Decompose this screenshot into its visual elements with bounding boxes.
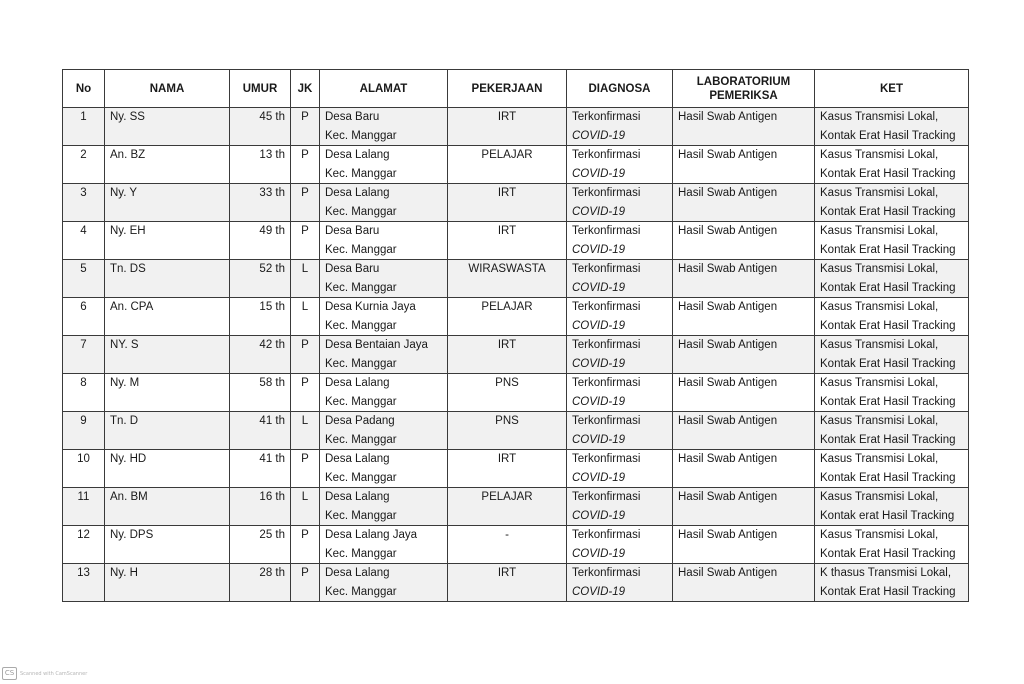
table-row — [63, 374, 969, 412]
cell-alamat — [320, 184, 448, 222]
cell-diagnosa-line1: Terkonfirmasi — [572, 301, 641, 313]
cell-ket-line2: Kontak Erat Hasil Tracking — [820, 547, 956, 560]
cell-pekerjaan: PELAJAR — [448, 146, 567, 184]
header-no: No — [63, 70, 105, 108]
cell-diagnosa-line1: Terkonfirmasi — [572, 225, 641, 237]
cell-jk: P — [291, 336, 320, 374]
cell-no: 6 — [63, 298, 105, 336]
cell-ket-line2: Kontak Erat Hasil Tracking — [820, 129, 956, 142]
cell-alamat-line2: Kec. Manggar — [325, 395, 397, 408]
cell-alamat-line2: Kec. Manggar — [325, 281, 397, 294]
header-diagnosa: DIAGNOSA — [567, 70, 673, 108]
cell-diagnosa-line2: COVID-19 — [572, 471, 626, 484]
cell-nama: NY. S — [105, 336, 230, 374]
cell-ket-line1: Kasus Transmisi Lokal, — [820, 187, 939, 199]
cell-diagnosa — [567, 526, 673, 564]
cell-alamat-line2: Kec. Manggar — [325, 243, 397, 256]
cell-pekerjaan: IRT — [448, 108, 567, 146]
cell-alamat — [320, 564, 448, 602]
cell-laboratorium: Hasil Swab Antigen — [673, 260, 815, 298]
cell-diagnosa — [567, 488, 673, 526]
cell-jk: P — [291, 374, 320, 412]
cell-no: 7 — [63, 336, 105, 374]
cell-laboratorium: Hasil Swab Antigen — [673, 526, 815, 564]
camscanner-text: Scanned with CamScanner — [20, 670, 88, 677]
cell-laboratorium: Hasil Swab Antigen — [673, 450, 815, 488]
cell-umur: 45 th — [230, 108, 291, 146]
header-lab-line2: PEMERIKSA — [709, 89, 778, 102]
camscanner-watermark — [2, 667, 87, 680]
cell-nama: Ny. SS — [105, 108, 230, 146]
cell-alamat-line1: Desa Lalang — [325, 491, 390, 503]
camscanner-logo-icon: CS — [2, 667, 17, 680]
cell-umur: 28 th — [230, 564, 291, 602]
cell-alamat — [320, 336, 448, 374]
cell-umur: 13 th — [230, 146, 291, 184]
cell-diagnosa — [567, 108, 673, 146]
cell-diagnosa-line1: Terkonfirmasi — [572, 111, 641, 123]
cell-no: 13 — [63, 564, 105, 602]
cell-diagnosa — [567, 146, 673, 184]
cell-umur: 33 th — [230, 184, 291, 222]
cell-ket — [815, 412, 969, 450]
cell-alamat-line1: Desa Baru — [325, 111, 380, 123]
cell-diagnosa-line1: Terkonfirmasi — [572, 415, 641, 427]
cell-jk: P — [291, 526, 320, 564]
cell-umur: 52 th — [230, 260, 291, 298]
cell-no: 5 — [63, 260, 105, 298]
cell-umur: 16 th — [230, 488, 291, 526]
cell-pekerjaan: IRT — [448, 222, 567, 260]
cell-ket-line1: Kasus Transmisi Lokal, — [820, 225, 939, 237]
cell-ket — [815, 222, 969, 260]
cell-diagnosa-line1: Terkonfirmasi — [572, 453, 641, 465]
cell-alamat — [320, 298, 448, 336]
cell-laboratorium: Hasil Swab Antigen — [673, 488, 815, 526]
cell-alamat-line2: Kec. Manggar — [325, 167, 397, 180]
cell-pekerjaan: PNS — [448, 412, 567, 450]
cell-ket-line2: Kontak Erat Hasil Tracking — [820, 471, 956, 484]
cell-ket-line1: Kasus Transmisi Lokal, — [820, 377, 939, 389]
cell-nama: An. BZ — [105, 146, 230, 184]
cell-alamat-line1: Desa Bentaian Jaya — [325, 339, 428, 351]
cell-laboratorium: Hasil Swab Antigen — [673, 298, 815, 336]
cell-alamat-line1: Desa Lalang — [325, 187, 390, 199]
table-row — [63, 526, 969, 564]
cell-alamat-line1: Desa Kurnia Jaya — [325, 301, 416, 313]
cell-laboratorium: Hasil Swab Antigen — [673, 146, 815, 184]
cell-alamat — [320, 412, 448, 450]
cell-diagnosa-line2: COVID-19 — [572, 129, 626, 142]
cell-ket — [815, 488, 969, 526]
cell-pekerjaan: IRT — [448, 564, 567, 602]
cell-alamat-line1: Desa Padang — [325, 415, 395, 427]
table-row — [63, 184, 969, 222]
cell-nama: Ny. H — [105, 564, 230, 602]
cell-diagnosa — [567, 450, 673, 488]
cell-alamat — [320, 222, 448, 260]
cell-alamat-line1: Desa Lalang — [325, 453, 390, 465]
cell-diagnosa — [567, 374, 673, 412]
cell-laboratorium: Hasil Swab Antigen — [673, 108, 815, 146]
cell-nama: Tn. DS — [105, 260, 230, 298]
cell-diagnosa — [567, 260, 673, 298]
cell-ket-line2: Kontak Erat Hasil Tracking — [820, 357, 956, 370]
cell-diagnosa-line2: COVID-19 — [572, 281, 626, 294]
header-pekerjaan: PEKERJAAN — [448, 70, 567, 108]
cell-nama: An. CPA — [105, 298, 230, 336]
cell-umur: 25 th — [230, 526, 291, 564]
cell-umur: 42 th — [230, 336, 291, 374]
cell-umur: 58 th — [230, 374, 291, 412]
cell-alamat-line1: Desa Lalang Jaya — [325, 529, 418, 541]
cell-diagnosa-line1: Terkonfirmasi — [572, 567, 641, 579]
cell-nama: Ny. Y — [105, 184, 230, 222]
table-row — [63, 298, 969, 336]
cell-ket-line2: Kontak Erat Hasil Tracking — [820, 319, 956, 332]
cell-laboratorium: Hasil Swab Antigen — [673, 222, 815, 260]
cell-no: 10 — [63, 450, 105, 488]
cell-ket — [815, 298, 969, 336]
cell-no: 3 — [63, 184, 105, 222]
cell-ket-line2: Kontak Erat Hasil Tracking — [820, 205, 956, 218]
cell-alamat — [320, 526, 448, 564]
cell-no: 1 — [63, 108, 105, 146]
header-laboratorium — [673, 70, 815, 108]
cell-jk: L — [291, 412, 320, 450]
cell-pekerjaan: IRT — [448, 184, 567, 222]
cell-diagnosa-line1: Terkonfirmasi — [572, 149, 641, 161]
cell-umur: 15 th — [230, 298, 291, 336]
cell-ket-line2: Kontak Erat Hasil Tracking — [820, 281, 956, 294]
table-row — [63, 450, 969, 488]
cell-jk: P — [291, 564, 320, 602]
cell-ket-line1: Kasus Transmisi Lokal, — [820, 111, 939, 123]
table-row — [63, 260, 969, 298]
cell-no: 12 — [63, 526, 105, 564]
cell-umur: 41 th — [230, 412, 291, 450]
cell-umur: 41 th — [230, 450, 291, 488]
cell-no: 8 — [63, 374, 105, 412]
cell-diagnosa-line1: Terkonfirmasi — [572, 377, 641, 389]
cell-nama: An. BM — [105, 488, 230, 526]
cell-alamat-line2: Kec. Manggar — [325, 547, 397, 560]
cell-jk: L — [291, 260, 320, 298]
cell-diagnosa-line2: COVID-19 — [572, 357, 626, 370]
cell-no: 4 — [63, 222, 105, 260]
cell-ket-line2: Kontak Erat Hasil Tracking — [820, 585, 956, 598]
cell-ket — [815, 260, 969, 298]
cell-diagnosa-line1: Terkonfirmasi — [572, 263, 641, 275]
cell-alamat-line2: Kec. Manggar — [325, 319, 397, 332]
cell-pekerjaan: WIRASWASTA — [448, 260, 567, 298]
table-row — [63, 488, 969, 526]
table-row — [63, 564, 969, 602]
cell-ket-line1: Kasus Transmisi Lokal, — [820, 415, 939, 427]
cell-no: 9 — [63, 412, 105, 450]
cell-diagnosa-line2: COVID-19 — [572, 167, 626, 180]
cell-diagnosa — [567, 184, 673, 222]
cell-alamat — [320, 146, 448, 184]
cell-ket — [815, 184, 969, 222]
cell-diagnosa-line2: COVID-19 — [572, 433, 626, 446]
cell-alamat-line2: Kec. Manggar — [325, 433, 397, 446]
cell-pekerjaan: - — [448, 526, 567, 564]
header-ket: KET — [815, 70, 969, 108]
cell-pekerjaan: PNS — [448, 374, 567, 412]
cell-jk: P — [291, 108, 320, 146]
table-row — [63, 146, 969, 184]
cell-alamat-line2: Kec. Manggar — [325, 585, 397, 598]
cell-alamat — [320, 260, 448, 298]
cell-diagnosa — [567, 298, 673, 336]
cell-jk: P — [291, 222, 320, 260]
cell-pekerjaan: IRT — [448, 450, 567, 488]
cell-jk: L — [291, 488, 320, 526]
cell-no: 2 — [63, 146, 105, 184]
cell-diagnosa-line2: COVID-19 — [572, 205, 626, 218]
cell-alamat-line2: Kec. Manggar — [325, 509, 397, 522]
cell-diagnosa-line1: Terkonfirmasi — [572, 491, 641, 503]
cell-alamat — [320, 374, 448, 412]
cell-diagnosa-line2: COVID-19 — [572, 585, 626, 598]
cell-alamat-line1: Desa Baru — [325, 263, 380, 275]
cell-alamat-line2: Kec. Manggar — [325, 471, 397, 484]
cell-ket-line2: Kontak erat Hasil Tracking — [820, 509, 955, 522]
table-row — [63, 412, 969, 450]
cell-laboratorium: Hasil Swab Antigen — [673, 412, 815, 450]
cell-jk: P — [291, 146, 320, 184]
cell-ket-line1: Kasus Transmisi Lokal, — [820, 149, 939, 161]
cell-alamat-line2: Kec. Manggar — [325, 357, 397, 370]
cell-diagnosa — [567, 412, 673, 450]
table-header-row — [63, 70, 969, 108]
cell-ket-line2: Kontak Erat Hasil Tracking — [820, 167, 956, 180]
table-row — [63, 222, 969, 260]
cell-alamat-line1: Desa Lalang — [325, 149, 390, 161]
cell-ket — [815, 336, 969, 374]
cell-nama: Ny. HD — [105, 450, 230, 488]
cell-diagnosa-line2: COVID-19 — [572, 319, 626, 332]
patient-table — [62, 69, 969, 602]
header-nama: NAMA — [105, 70, 230, 108]
cell-laboratorium: Hasil Swab Antigen — [673, 564, 815, 602]
cell-alamat — [320, 450, 448, 488]
cell-alamat-line1: Desa Baru — [325, 225, 380, 237]
cell-diagnosa-line1: Terkonfirmasi — [572, 339, 641, 351]
cell-diagnosa-line1: Terkonfirmasi — [572, 529, 641, 541]
cell-diagnosa-line1: Terkonfirmasi — [572, 187, 641, 199]
cell-alamat-line1: Desa Lalang — [325, 377, 390, 389]
cell-nama: Tn. D — [105, 412, 230, 450]
cell-laboratorium: Hasil Swab Antigen — [673, 374, 815, 412]
cell-ket — [815, 108, 969, 146]
header-umur: UMUR — [230, 70, 291, 108]
cell-umur: 49 th — [230, 222, 291, 260]
cell-ket-line2: Kontak Erat Hasil Tracking — [820, 243, 956, 256]
cell-nama: Ny. M — [105, 374, 230, 412]
cell-ket-line1: Kasus Transmisi Lokal, — [820, 339, 939, 351]
header-alamat: ALAMAT — [320, 70, 448, 108]
cell-diagnosa-line2: COVID-19 — [572, 395, 626, 408]
cell-jk: L — [291, 298, 320, 336]
cell-diagnosa — [567, 336, 673, 374]
header-lab-line1: LABORATORIUM — [696, 75, 791, 88]
table-body — [63, 108, 969, 602]
cell-no: 11 — [63, 488, 105, 526]
cell-laboratorium: Hasil Swab Antigen — [673, 336, 815, 374]
cell-alamat — [320, 108, 448, 146]
table-row — [63, 336, 969, 374]
cell-ket-line1: Kasus Transmisi Lokal, — [820, 491, 939, 503]
cell-diagnosa-line2: COVID-19 — [572, 509, 626, 522]
cell-ket-line1: Kasus Transmisi Lokal, — [820, 301, 939, 313]
header-jk: JK — [291, 70, 320, 108]
cell-laboratorium: Hasil Swab Antigen — [673, 184, 815, 222]
cell-alamat-line2: Kec. Manggar — [325, 205, 397, 218]
cell-ket — [815, 146, 969, 184]
cell-ket-line1: Kasus Transmisi Lokal, — [820, 263, 939, 275]
cell-pekerjaan: PELAJAR — [448, 298, 567, 336]
cell-ket-line1: Kasus Transmisi Lokal, — [820, 529, 939, 541]
cell-alamat-line2: Kec. Manggar — [325, 129, 397, 142]
cell-diagnosa — [567, 564, 673, 602]
cell-alamat-line1: Desa Lalang — [325, 567, 390, 579]
cell-ket-line1: Kasus Transmisi Lokal, — [820, 453, 939, 465]
cell-nama: Ny. EH — [105, 222, 230, 260]
cell-ket — [815, 564, 969, 602]
cell-diagnosa-line2: COVID-19 — [572, 243, 626, 256]
cell-ket-line2: Kontak Erat Hasil Tracking — [820, 433, 956, 446]
cell-jk: P — [291, 450, 320, 488]
cell-nama: Ny. DPS — [105, 526, 230, 564]
cell-ket — [815, 526, 969, 564]
cell-pekerjaan: IRT — [448, 336, 567, 374]
cell-alamat — [320, 488, 448, 526]
cell-ket-line1: K thasus Transmisi Lokal, — [820, 567, 952, 579]
cell-diagnosa-line2: COVID-19 — [572, 547, 626, 560]
cell-pekerjaan: PELAJAR — [448, 488, 567, 526]
cell-jk: P — [291, 184, 320, 222]
cell-ket — [815, 374, 969, 412]
cell-diagnosa — [567, 222, 673, 260]
table-row — [63, 108, 969, 146]
cell-ket-line2: Kontak Erat Hasil Tracking — [820, 395, 956, 408]
cell-ket — [815, 450, 969, 488]
